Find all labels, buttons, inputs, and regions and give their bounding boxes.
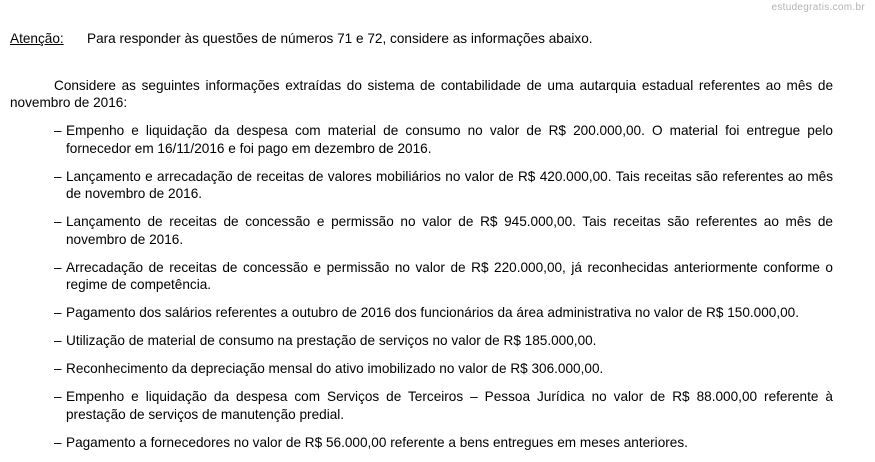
dash-bullet: – [54,214,62,229]
list-item [54,304,833,322]
dash-bullet: – [54,168,62,184]
list-item-text: Pagamento a fornecedores no valor de R$ 56.000,00 referente a bens entregues em meses anteriores. [66,434,688,450]
list-item [54,259,833,294]
attention-notice [10,30,855,48]
list-item-text: Empenho e liquidação da despesa com material de consumo no valor de R$ 200.000,00. O material foi entregue pelo fornecedor em 16/11/2016 e foi pago em dezembro de 2016. [66,123,833,156]
list-item-text: Pagamento dos salários referentes a outubro de 2016 dos funcionários da área administrativa no valor de R$ 150.000,00. [66,305,800,320]
information-list [54,122,833,462]
list-item-text: Reconhecimento da depreciação mensal do ativo imobilizado no valor de R$ 306.000,00. [66,361,604,376]
dash-bullet: – [54,305,62,320]
list-item [54,434,833,452]
dash-bullet: – [54,333,62,348]
dash-bullet: – [54,123,62,138]
intro-paragraph: Considere as seguintes informações extraídas do sistema de contabilidade de uma autarquia estadual referentes ao mês de novembro de 2016: [10,78,833,110]
list-item-text: Utilização de material de consumo na prestação de serviços no valor de R$ 185.000,00. [66,333,597,348]
list-item [54,122,833,157]
list-item [54,360,833,378]
dash-bullet: – [54,361,62,376]
list-item [54,168,833,203]
dash-bullet: – [54,259,62,275]
list-item-text: Arrecadação de receitas de concessão e permissão no valor de R$ 220.000,00, já reconhecidas anteriormente conforme o regime de competência. [66,259,833,292]
dash-bullet: – [54,389,62,404]
site-watermark: estudegratis.com.br [771,2,865,13]
list-item [54,213,833,248]
list-item-text: Lançamento e arrecadação de receitas de valores mobiliários no valor de R$ 420.000,00. Tais receitas são referentes ao mês de novembro de 2016. [66,168,833,201]
dash-bullet: – [54,434,62,450]
list-item [54,388,833,423]
list-item-text: Lançamento de receitas de concessão e permissão no valor de R$ 945.000,00. Tais receitas são referentes ao mês de novembro de 2016. [66,214,833,247]
attention-label: Atenção: [10,31,64,46]
list-item [54,332,833,350]
list-item-text: Empenho e liquidação da despesa com Serviços de Terceiros – Pessoa Jurídica no valor de R$ 88.000,00 referente à prestação de serviços de manutenção predial. [66,389,833,422]
attention-text: Para responder às questões de números 71 e 72, considere as informações abaixo. [87,31,593,46]
